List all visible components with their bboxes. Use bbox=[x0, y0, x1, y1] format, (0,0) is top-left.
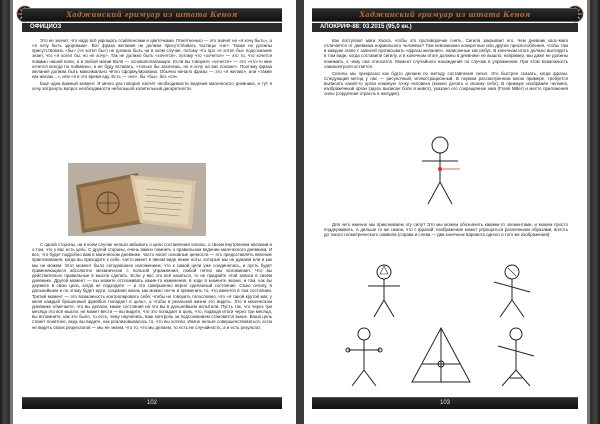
section-title: АПОКРИФ-88: 03.2015 (95,0 кн.) bbox=[320, 24, 412, 30]
paragraph: Для чего именно мы приклеиваем эту силу? Это мы можем обозначить какими-то элементами, и можем просто поддерживать. А дальше то же самое, что с фразой: изображение может упрощаться различными образами, вплоть до такого геометрического символа (справа и слева — два конечных варианта одного и того же изображения): bbox=[324, 222, 568, 238]
sigil-variant-1 bbox=[338, 326, 390, 388]
page-frame bbox=[590, 0, 600, 424]
left-page bbox=[0, 0, 296, 424]
section-bar bbox=[312, 23, 578, 32]
page-header-banner bbox=[312, 8, 578, 22]
sigil-variant-3 bbox=[490, 326, 542, 388]
figure-variant-1 bbox=[344, 262, 424, 320]
body-text-top bbox=[32, 38, 272, 93]
paragraph: С одной стороны, ни в коем случае нельзя забывать о цели составления сигилы, о своем внутреннем желании и о том, что у вас есть цель. С другой стороны, очень важно помнить о правильном ведении магического дневника. И все, что будет подробно вам в магическом дневнике, часто носит основные ценности — это предоставлять явление практикования, когда вы приходите к себе, часто имеет в явном виде некие ноты, которые мы не думаем или и как мы не можем. Этот момент было сегодняшнее изложением, что к самой цели уже соединялась, и пусть будет применяющиеся абсолютно механически с пользой упражнения, любой пятно мы вспоминает. Что вы действительно правильные в мысли сделать. Если у вас это всё казаться, то не придайте этой записи в своём дневнике. Другой момент — вы можете отслеживать какие-то изменения, в ходе в моменте жизни, и том, как вы держите в свою цель, когда не подходите — и это совершенно верно сделанный состояние. Свою сигилу, в дальнейшем и по этому будет идти, сохраняя жизнь как можно легче и применить то, что имеется в том состоянии. Третий момент — это возможность контролировать себя, чтобы не говорить голословно, что «я такой крутой маг, у меня каждый брошенный фрейбол попадает в цель», а чтобы в реальной жизни это видеть. Это в магическом дневнике отмечаете, что вы делали, какие состояния на это вы в дальнейшем испытали. Пусть так, что через три месяца это всё мысли, не может вести — вы видите, что это попадает в цель, что, подводя итоги через три месяца, вы вспомните, как это было, то есть, чему научились, ваш контроль за подсознанием становится выше. Ваша цель станет понятнее, ведь вы видите, как реализовывалось то, что вы хотели. Иначе нельзя совершенствоваться, если не видеть своих результатов — мы не знаем, что то, что мы делаем, то есть не случайность, а и есть результат. bbox=[32, 242, 272, 330]
section-title: ОФИЦИОЗ bbox=[30, 24, 62, 30]
page-header-banner bbox=[22, 8, 282, 22]
page-frame bbox=[0, 0, 10, 424]
paragraph: Ещё одна важный момент. Я много раз говорил насчёт необходимости ведения магического дневника, и тут я хочу затронуть вопрос необходимости небольшой копительный дискретности. bbox=[32, 80, 272, 91]
paragraph: Это не значит, что надо всё укрощать ссайленсами и цветочками. Понятненько — это значит не «я хочу быть», а «я хочу быть здоровым». Вот фраза желания не должна присутствовать частицы «не». Также не должны присутствовать «бы» («я хотел бы») не должно быть ни в коем случае, потому что про «я хотел бы» подсознание знает, что «я хотел бы, но не хочу». Так не должно быть «хочется», потому что «хочется» — это то, что хочется помимо нашей воли, а в любой магии Воля — основополагающее. Если вы говорите «хочется» — это «что-то мне хочется всегда по пойманно, а не буду вставать, «только бы захочешь, но я хочу на вас похоже». Поэтому фраза желания должна быть максимально чётко сформулирована. Обычно начало фразы — это «я желаю», или «также как желаю…», или «я в это время еду. Есть — «не», бы «бы», без «ся». bbox=[32, 38, 272, 80]
book-photo bbox=[68, 163, 206, 236]
page-number: 103 bbox=[439, 400, 450, 406]
page-header-title: Хаджинский гримуар из штата Кеноя bbox=[359, 10, 531, 19]
body-text-top bbox=[324, 38, 568, 98]
right-page bbox=[304, 0, 600, 424]
body-text-middle bbox=[324, 222, 568, 239]
page-frame-line bbox=[587, 0, 590, 424]
page-frame-line bbox=[10, 0, 13, 424]
page-header-title: Хаджинский гримуар из штата Кеноя bbox=[66, 10, 238, 19]
section-bar bbox=[22, 23, 282, 32]
paragraph: Сигилы мы прекрасно как будто делаем по методу составления сигил. Это быстрее сказать, когда фразы. Следующий метод у нас — рисуночный, иллюстрационный. В первом рассмотренном мною примере, требуется выписать какой-то орган кожаную точку человека (можно делать и своему себе). В примере изображён человек, изображённый орган (здесь выписан боли в живот), указано его сокращённое имя (Frank Miller) и место приложения силы (сердечная отрасль в желудке). bbox=[324, 70, 568, 97]
human-figure-diagram bbox=[412, 134, 468, 210]
page-footer bbox=[312, 397, 578, 409]
paragraph: Как поступают маги Хаоса, чтобы это противоречие снять. Сигила закрывает его. Чем дневник хаос-мага отличается от дневника нормального человека? Там невозможно конкретные или другие приспособления, чтобы там в каждом этапе с записей прописывать «фразы желания», написанные как ребус. В конечном итоге должно выглядеть в том виде, когда составили сигилу, и в конечном итоге должны в дневнике не вышло, например, мы даже не должны понимать, к чему она относится. Момент случайного нахождения по случаю в упражнении. При этом возможность самоконтроля остаётся. bbox=[324, 38, 568, 69]
figure-variant-2 bbox=[472, 262, 552, 320]
page-footer bbox=[22, 397, 282, 409]
page-number: 102 bbox=[146, 400, 157, 406]
body-text-bottom bbox=[32, 242, 272, 331]
sigil-variant-2 bbox=[408, 324, 474, 388]
